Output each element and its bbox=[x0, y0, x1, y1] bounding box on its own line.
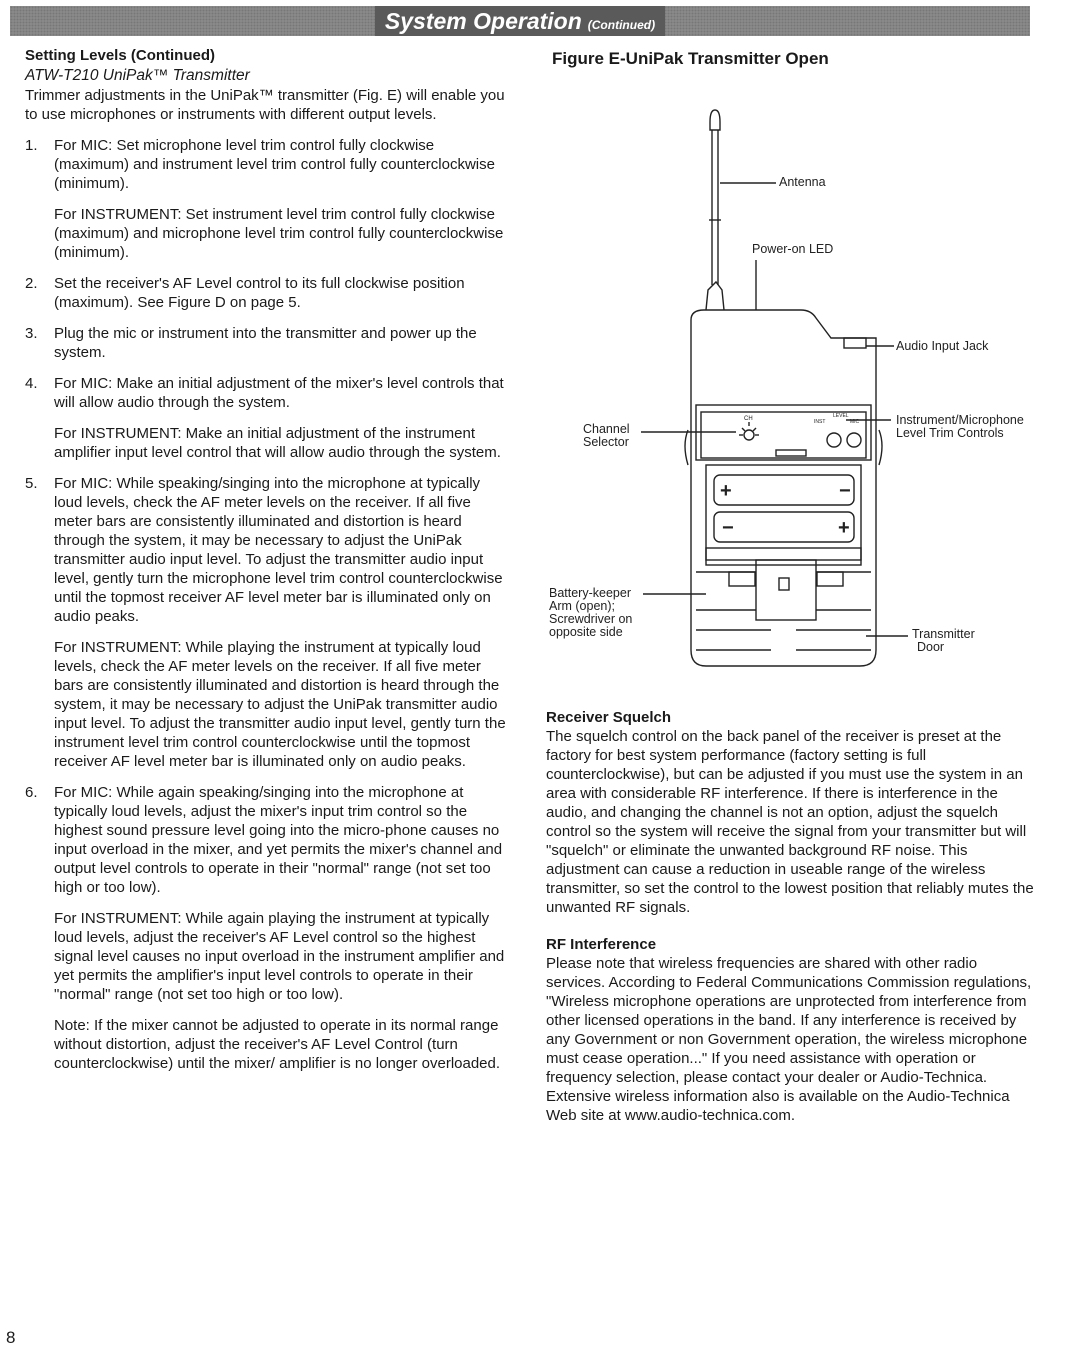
squelch-heading: Receiver Squelch bbox=[546, 709, 672, 726]
step-paragraph: Plug the mic or instrument into the transmitter and power up the system. bbox=[54, 325, 477, 361]
power-led-label: Power-on LED bbox=[752, 242, 834, 256]
step-number: 5. bbox=[25, 475, 38, 492]
transmitter-illustration bbox=[546, 70, 1046, 670]
step-number: 3. bbox=[25, 325, 38, 342]
step-number: 1. bbox=[25, 137, 38, 154]
transmitter-figure bbox=[546, 70, 1046, 670]
intro-paragraph: Trimmer adjustments in the UniPak™ transmitter (Fig. E) will enable you to use microphones or instruments with different output levels. bbox=[25, 87, 505, 123]
channel-selector-label bbox=[583, 423, 630, 449]
channel-marking: CH bbox=[744, 416, 753, 422]
list-item bbox=[25, 136, 510, 262]
inst-marking: INST bbox=[814, 419, 826, 425]
rf-heading: RF Interference bbox=[546, 936, 657, 953]
list-item bbox=[25, 474, 510, 771]
page-number: 8 bbox=[6, 1328, 16, 1347]
list-item bbox=[25, 783, 510, 1004]
battery-minus: − bbox=[722, 517, 734, 539]
section-subheading: ATW-T210 UniPak™ Transmitter bbox=[25, 67, 250, 84]
step-number: 4. bbox=[25, 375, 38, 392]
trim-label-line1: Instrument/Microphone bbox=[896, 413, 1024, 427]
banner-subtitle: (Continued) bbox=[587, 18, 656, 32]
channel-label-line2: Selector bbox=[583, 435, 629, 449]
section-banner bbox=[10, 6, 1030, 36]
battery-label-line3: Screwdriver on bbox=[549, 612, 633, 626]
step-paragraph: For MIC: Set microphone level trim control fully clockwise (maximum) and instrument level trim control fully counterclockwise (minimum). bbox=[54, 137, 495, 192]
battery-label-line2: Arm (open); bbox=[549, 599, 615, 613]
step-number: 6. bbox=[25, 784, 38, 801]
trim-controls-label bbox=[896, 414, 1024, 440]
step-paragraph: For MIC: While speaking/singing into the microphone at typically loud levels, check the AF meter levels on the receiver. If all five meter bars are consistently illuminated and distortion is heard through the system, it may be necessary to adjust the UniPak transmitter audio input level. To adjust the transmitter audio input level, gently turn the microphone level trim control counterclockwise until the topmost receiver AF level meter bar is illuminated only on audio peaks. bbox=[54, 475, 503, 625]
step-paragraph: For INSTRUMENT: Make an initial adjustment of the instrument amplifier input level control that will allow audio through the system. bbox=[54, 425, 501, 461]
list-item bbox=[25, 374, 510, 462]
rf-section bbox=[546, 935, 1036, 1125]
right-column bbox=[546, 46, 1036, 670]
door-label-line2: Door bbox=[917, 640, 945, 654]
step-paragraph: For MIC: While again speaking/singing into the microphone at typically loud levels, adjust the mixer's input trim control so the highest sound pressure level going into the micro-phone causes no input overload in the mixer, and yet permits the mixer's channel and output level controls to operate in their "normal" range (not set too high or too low). bbox=[54, 784, 503, 896]
mic-marking: MIC bbox=[850, 419, 860, 425]
transmitter-door-label bbox=[912, 628, 975, 654]
level-marking: LEVEL bbox=[833, 413, 849, 419]
step-number: 2. bbox=[25, 275, 38, 292]
step-paragraph: For INSTRUMENT: While playing the instrument at typically loud levels, check the AF meter levels on the receiver. If all five meter bars are consistently illuminated and distortion is heard through the system, it may be necessary to adjust the UniPak transmitter audio input level. To adjust the transmitter audio input level, gently turn the instrument level trim control counterclockwise until the topmost receiver AF level meter bar is illuminated only on audio peaks. bbox=[54, 639, 506, 770]
antenna-label: Antenna bbox=[779, 175, 826, 189]
battery-label-line4: opposite side bbox=[549, 625, 623, 639]
battery-keeper-label bbox=[549, 587, 632, 639]
battery-plus: + bbox=[720, 480, 732, 502]
list-item bbox=[25, 274, 510, 312]
audio-jack-label: Audio Input Jack bbox=[896, 339, 989, 353]
left-column bbox=[25, 46, 510, 1073]
figure-title: Figure E-UniPak Transmitter Open bbox=[552, 49, 829, 68]
steps-list bbox=[25, 136, 510, 1004]
banner-title-block bbox=[375, 6, 665, 36]
squelch-paragraph: The squelch control on the back panel of the receiver is preset at the factory for best system performance (factory setting is full counterclockwise), but can be adjusted if you must use the system in an area with considerable RF interference. If there is interference in the audio, and changing the channel is not an option, adjust the squelch control so the system will receive the signal from your transmitter but will "squelch" or eliminate the unwanted background RF noise. This adjustment can cause a reduction in useable range of the wireless transmitter, so set the control to the lowest position that reliably mutes the unwanted RF signals. bbox=[546, 728, 1034, 916]
step-paragraph: For MIC: Make an initial adjustment of the mixer's level controls that will allow audio through the system. bbox=[54, 375, 504, 411]
trim-label-line2: Level Trim Controls bbox=[896, 426, 1004, 440]
right-text bbox=[546, 708, 1036, 1125]
battery-plus: + bbox=[838, 517, 850, 539]
step-paragraph: For INSTRUMENT: While again playing the instrument at typically loud levels, adjust the receiver's AF Level control so the highest signal level causes no input overload in the instrument amplifier and yet permits the amplifier's input level controls to operate in their "normal" range (not set too high or too low). bbox=[54, 910, 505, 1003]
note-paragraph: Note: If the mixer cannot be adjusted to operate in its normal range without distortion, adjust the receiver's AF Level Control (turn counterclockwise) until the mixer/ amplifier is no longer overloaded. bbox=[54, 1017, 501, 1072]
battery-label-line1: Battery-keeper bbox=[549, 586, 631, 600]
channel-label-line1: Channel bbox=[583, 422, 630, 436]
rf-paragraph: Please note that wireless frequencies are shared with other radio services. According to Federal Communications Commission regulations, "Wireless microphone operations are unprotected from interference from other licensed operations in the band. If any interference is received by any Government or non Government operation, the wireless microphone must cease operation..." If you need assistance with operation or frequency selection, please contact your dealer or Audio-Technica. Extensive wireless information also is available on the Audio-Technica Web site at www.audio-technica.com. bbox=[546, 955, 1032, 1124]
door-label-line1: Transmitter bbox=[912, 627, 975, 641]
step-paragraph: Set the receiver's AF Level control to its full clockwise position (maximum). See Figure D on page 5. bbox=[54, 275, 465, 311]
banner-title: System Operation bbox=[384, 8, 582, 34]
step-paragraph: For INSTRUMENT: Set instrument level trim control fully clockwise (maximum) and microphone level trim control fully counterclockwise (minimum). bbox=[54, 206, 504, 261]
list-item bbox=[25, 324, 510, 362]
battery-minus: − bbox=[839, 480, 851, 502]
section-heading: Setting Levels (Continued) bbox=[25, 47, 216, 64]
